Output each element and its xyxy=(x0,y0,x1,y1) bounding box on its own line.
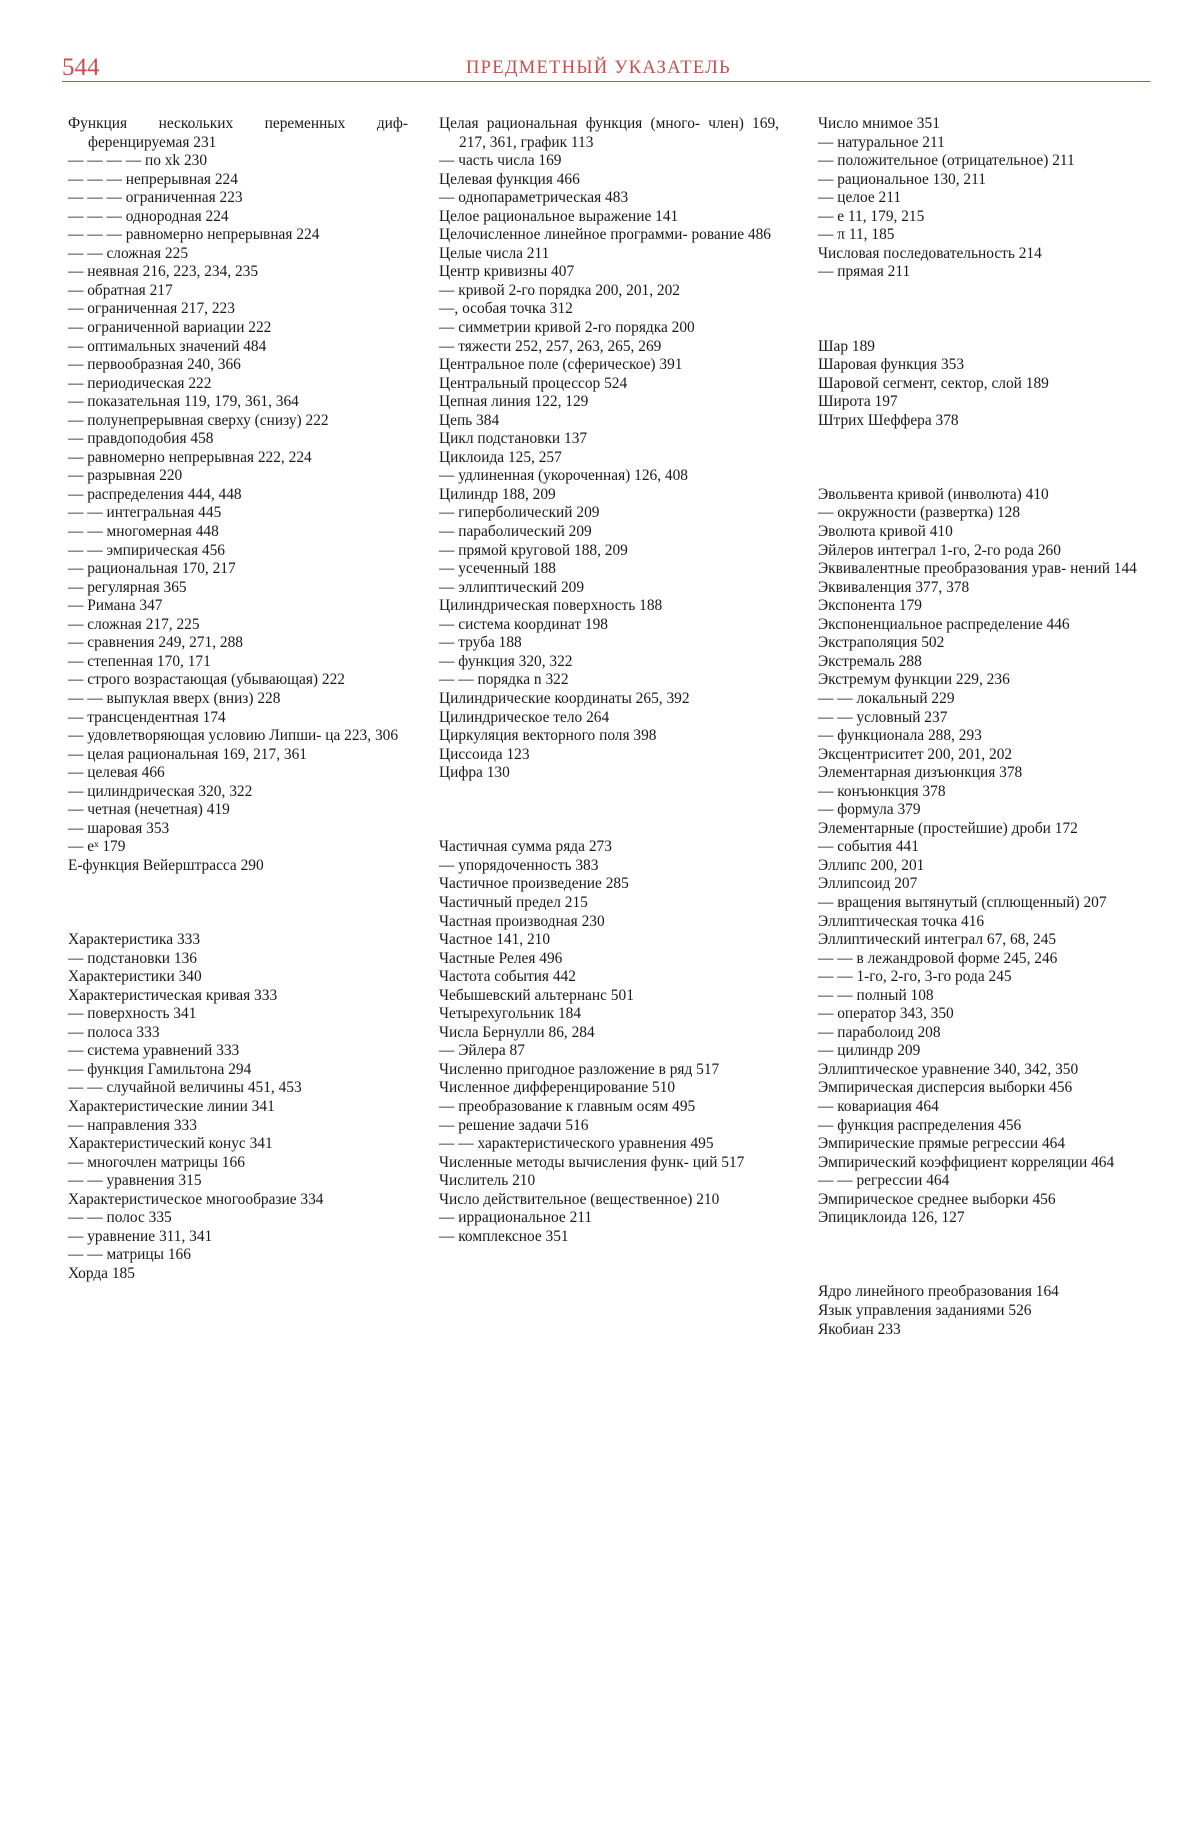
index-entry: — неявная 216, 223, 234, 235 xyxy=(68,263,259,281)
index-entry: — параболический 209 xyxy=(439,523,592,541)
index-entry: — обратная 217 xyxy=(68,281,173,299)
index-entry: Частичное произведение 285 xyxy=(439,875,629,893)
index-entry: Эллипс 200, 201 xyxy=(818,856,925,874)
index-entry: Экстраполяция 502 xyxy=(818,634,945,652)
index-entry: Функция нескольких переменных диф- ференцируемая 231 xyxy=(68,115,412,151)
index-entry: Эмпирическое среднее выборки 456 xyxy=(818,1190,1056,1208)
index-column-1 xyxy=(68,115,412,1283)
index-entry: Характеристическая кривая 333 xyxy=(68,986,278,1004)
index-entry: — первообразная 240, 366 xyxy=(68,356,241,374)
index-entry: Центральный процессор 524 xyxy=(439,374,628,392)
index-entry: — оптимальных значений 484 xyxy=(68,337,267,355)
index-entry: — — полный 108 xyxy=(818,986,934,1004)
index-entry: Эксцентриситет 200, 201, 202 xyxy=(818,745,1013,763)
index-entry: Шаровая функция 353 xyxy=(818,356,965,374)
index-entry: — прямая 211 xyxy=(818,263,911,281)
index-entry: Число мнимое 351 xyxy=(818,115,940,132)
index-entry: — показательная 119, 179, 361, 364 xyxy=(68,393,299,411)
index-entry: — труба 188 xyxy=(439,634,522,652)
index-entry: — шаровая 353 xyxy=(68,819,170,837)
index-entry: — — регрессии 464 xyxy=(818,1172,950,1190)
index-entry: — трансцендентная 174 xyxy=(68,708,226,726)
index-entry: — кривой 2-го порядка 200, 201, 202 xyxy=(439,281,680,299)
index-entry: — — полос 335 xyxy=(68,1209,172,1227)
section-gap xyxy=(68,875,408,931)
page-number: 544 xyxy=(62,54,100,81)
index-entry: — целое 211 xyxy=(818,189,902,207)
index-entry: — тяжести 252, 257, 263, 265, 269 xyxy=(439,337,662,355)
index-entry: — усеченный 188 xyxy=(439,560,556,578)
index-entry: — функция 320, 322 xyxy=(439,652,573,670)
index-entry: Экспонента 179 xyxy=(818,597,922,615)
index-entry: — подстановки 136 xyxy=(68,949,197,967)
index-entry: — — — ограниченная 223 xyxy=(68,189,243,207)
index-entry: Частное 141, 210 xyxy=(439,931,551,949)
index-entry: — симметрии кривой 2-го порядка 200 xyxy=(439,319,695,337)
index-entry: — окружности (развертка) 128 xyxy=(818,504,1021,522)
index-entry: — — случайной величины 451, 453 xyxy=(68,1079,302,1097)
index-entry: Целевая функция 466 xyxy=(439,170,580,188)
index-entry: Эквиваленция 377, 378 xyxy=(818,578,970,596)
index-entry: Цепь 384 xyxy=(439,411,500,429)
index-entry: Хорда 185 xyxy=(68,1264,135,1282)
index-entry: — вращения вытянутый (сплющенный) 207 xyxy=(818,893,1107,911)
index-entry: Цилиндрическая поверхность 188 xyxy=(439,597,663,615)
index-entry: — — матрицы 166 xyxy=(68,1246,191,1264)
index-entry: — положительное (отрицательное) 211 xyxy=(818,152,1075,170)
index-entry: — однопараметрическая 483 xyxy=(439,189,629,207)
index-entry: Характеристики 340 xyxy=(68,968,202,986)
index-entry: — Римана 347 xyxy=(68,597,163,615)
index-entry: Эволюта кривой 410 xyxy=(818,523,953,541)
index-entry: — прямой круговой 188, 209 xyxy=(439,541,628,559)
index-entry: Цилиндр 188, 209 xyxy=(439,485,556,503)
index-entry: — цилиндр 209 xyxy=(818,1042,921,1060)
index-entry: Частичная сумма ряда 273 xyxy=(439,838,612,856)
index-entry: — Эйлера 87 xyxy=(439,1042,525,1060)
index-entry: Численное дифференцирование 510 xyxy=(439,1079,676,1097)
index-entry: E-функция Вейерштрасса 290 xyxy=(68,856,264,874)
index-entry: Эквивалентные преобразования урав- нений 144 xyxy=(818,560,1137,578)
index-entry: — ковариация 464 xyxy=(818,1097,939,1115)
index-entry: — многочлен матрицы 166 xyxy=(68,1153,245,1171)
index-entry: — распределения 444, 448 xyxy=(68,485,242,503)
index-entry: — сложная 217, 225 xyxy=(68,615,200,633)
index-entry: — рациональное 130, 211 xyxy=(818,170,986,188)
index-entry: — система координат 198 xyxy=(439,615,608,633)
header-rule xyxy=(62,81,1150,82)
index-entry: Экстремаль 288 xyxy=(818,652,922,670)
index-entry: — — — непрерывная 224 xyxy=(68,170,238,188)
index-entry: — — — однородная 224 xyxy=(68,207,229,225)
index-entry: — цилиндрическая 320, 322 xyxy=(68,782,253,800)
index-entry: Широта 197 xyxy=(818,393,898,411)
index-entry: Чебышевский альтернанс 501 xyxy=(439,986,634,1004)
index-entry: Циркуляция векторного поля 398 xyxy=(439,727,657,745)
index-entry: — полунепрерывная сверху (снизу) 222 xyxy=(68,411,329,429)
index-entry: Эллиптическая точка 416 xyxy=(818,912,985,930)
index-entry: — — — — по xk 230 xyxy=(68,152,208,170)
index-entry: — функция Гамильтона 294 xyxy=(68,1060,252,1078)
index-entry: Эйлеров интеграл 1-го, 2-го рода 260 xyxy=(818,541,1061,559)
index-entry: — — локальный 229 xyxy=(818,689,955,707)
index-entry: Эмпирические прямые регрессии 464 xyxy=(818,1135,1066,1153)
index-column-2 xyxy=(439,115,783,1246)
index-entry: Эпициклоида 126, 127 xyxy=(818,1209,965,1227)
index-entry: Целые числа 211 xyxy=(439,244,550,262)
index-entry: — сравнения 249, 271, 288 xyxy=(68,634,243,652)
index-entry: — eˣ 179 xyxy=(68,838,126,856)
index-entry: — гиперболический 209 xyxy=(439,504,600,522)
index-entry: Четырехугольник 184 xyxy=(439,1005,582,1023)
index-entry: Числовая последовательность 214 xyxy=(818,244,1042,262)
index-entry: — — выпуклая вверх (вниз) 228 xyxy=(68,689,281,707)
index-entry: Цепная линия 122, 129 xyxy=(439,393,589,411)
index-entry: — степенная 170, 171 xyxy=(68,652,211,670)
index-entry: — направления 333 xyxy=(68,1116,197,1134)
index-entry: — — интегральная 445 xyxy=(68,504,222,522)
running-title: ПРЕДМЕТНЫЙ УКАЗАТЕЛЬ xyxy=(466,58,731,78)
index-entry: — π 11, 185 xyxy=(818,226,895,244)
index-entry: Эллиптическое уравнение 340, 342, 350 xyxy=(818,1060,1079,1078)
index-entry: — формула 379 xyxy=(818,801,921,819)
index-entry: — удлиненная (укороченная) 126, 408 xyxy=(439,467,689,485)
index-entry: — e 11, 179, 215 xyxy=(818,207,925,225)
index-column-3 xyxy=(818,115,1158,1339)
index-entry: Частичный предел 215 xyxy=(439,893,588,911)
index-entry: Цилиндрические координаты 265, 392 xyxy=(439,689,690,707)
index-entry: Эллипсоид 207 xyxy=(818,875,918,893)
index-entry: Цифра 130 xyxy=(439,764,510,782)
index-entry: Характеристические линии 341 xyxy=(68,1097,275,1115)
index-entry: — комплексное 351 xyxy=(439,1227,569,1245)
index-entry: Характеристика 333 xyxy=(68,931,201,949)
index-entry: — эллиптический 209 xyxy=(439,578,585,596)
index-entry: — — характеристического уравнения 495 xyxy=(439,1135,714,1153)
index-entry: Циссоида 123 xyxy=(439,745,530,763)
index-entry: — параболоид 208 xyxy=(818,1023,941,1041)
index-entry: — регулярная 365 xyxy=(68,578,187,596)
index-entry: — оператор 343, 350 xyxy=(818,1005,954,1023)
index-entry: Целочисленное линейное программи- рование 486 xyxy=(439,226,771,244)
index-entry: — натуральное 211 xyxy=(818,133,945,151)
index-entry: Циклоида 125, 257 xyxy=(439,448,562,466)
index-entry: Центральное поле (сферическое) 391 xyxy=(439,356,683,374)
index-entry: Ядро линейного преобразования 164 xyxy=(818,1283,1059,1301)
index-entry: — — — равномерно непрерывная 224 xyxy=(68,226,320,244)
index-entry: — — сложная 225 xyxy=(68,244,189,262)
index-entry: —, особая точка 312 xyxy=(439,300,573,318)
index-entry: Цикл подстановки 137 xyxy=(439,430,588,448)
index-entry: — — порядка n 322 xyxy=(439,671,569,689)
index-entry: — уравнение 311, 341 xyxy=(68,1227,213,1245)
index-entry: — система уравнений 333 xyxy=(68,1042,240,1060)
index-entry: Эмпирическая дисперсия выборки 456 xyxy=(818,1079,1073,1097)
index-entry: — полоса 333 xyxy=(68,1023,160,1041)
index-entry: Элементарная дизъюнкция 378 xyxy=(818,764,1023,782)
index-entry: — — условный 237 xyxy=(818,708,948,726)
index-entry: Характеристическое многообразие 334 xyxy=(68,1190,324,1208)
index-entry: — события 441 xyxy=(818,838,919,856)
index-entry: — — уравнения 315 xyxy=(68,1172,202,1190)
index-entry: Численно пригодное разложение в ряд 517 xyxy=(439,1060,720,1078)
index-entry: Шар 189 xyxy=(818,337,875,355)
index-entry: — конъюнкция 378 xyxy=(818,782,946,800)
index-entry: Экспоненциальное распределение 446 xyxy=(818,615,1070,633)
index-entry: Шаровой сегмент, сектор, слой 189 xyxy=(818,374,1049,392)
index-entry: Язык управления заданиями 526 xyxy=(818,1302,1032,1319)
index-entry: — удовлетворяющая условию Липши- ца 223, 306 xyxy=(68,727,399,745)
index-entry: — — многомерная 448 xyxy=(68,523,219,541)
index-entry: — часть числа 169 xyxy=(439,152,562,170)
index-entry: Эвольвента кривой (инволюта) 410 xyxy=(818,485,1049,503)
index-entry: Число действительное (вещественное) 210 xyxy=(439,1190,720,1208)
index-entry: Целое рациональное выражение 141 xyxy=(439,207,679,225)
index-entry: Числа Бернулли 86, 284 xyxy=(439,1023,595,1041)
index-entry: Элементарные (простейшие) дроби 172 xyxy=(818,819,1078,837)
index-entry: — функция распределения 456 xyxy=(818,1116,1022,1134)
index-entry: Центр кривизны 407 xyxy=(439,263,575,281)
index-entry: — целевая 466 xyxy=(68,764,165,782)
section-gap xyxy=(818,1228,1158,1284)
index-entry: — преобразование к главным осям 495 xyxy=(439,1097,696,1115)
section-gap xyxy=(818,282,1158,338)
index-entry: Штрих Шеффера 378 xyxy=(818,411,959,429)
index-entry: Частота события 442 xyxy=(439,968,576,986)
index-entry: Числитель 210 xyxy=(439,1172,536,1190)
index-entry: Частная производная 230 xyxy=(439,912,605,930)
index-entry: — упорядоченность 383 xyxy=(439,856,599,874)
index-entry: Цилиндрическое тело 264 xyxy=(439,708,610,726)
index-entry: Якобиан 233 xyxy=(818,1320,901,1338)
index-entry: — четная (нечетная) 419 xyxy=(68,801,230,819)
index-entry: — разрывная 220 xyxy=(68,467,183,485)
index-entry: — — 1-го, 2-го, 3-го рода 245 xyxy=(818,968,1012,986)
section-gap xyxy=(818,430,1158,486)
index-entry: Эмпирический коэффициент корреляции 464 xyxy=(818,1153,1115,1171)
index-entry: — строго возрастающая (убывающая) 222 xyxy=(68,671,345,689)
index-entry: Численные методы вычисления функ- ций 517 xyxy=(439,1153,745,1171)
index-entry: — ограниченной вариации 222 xyxy=(68,319,272,337)
index-entry: — рациональная 170, 217 xyxy=(68,560,236,578)
index-entry: Характеристический конус 341 xyxy=(68,1135,273,1153)
index-entry: — — в лежандровой форме 245, 246 xyxy=(818,949,1058,967)
index-entry: — функционала 288, 293 xyxy=(818,727,982,745)
index-entry: Эллиптический интеграл 67, 68, 245 xyxy=(818,931,1057,949)
section-gap xyxy=(439,783,779,839)
index-entry: — решение задачи 516 xyxy=(439,1116,589,1134)
index-entry: Частные Релея 496 xyxy=(439,949,563,967)
index-entry: — целая рациональная 169, 217, 361 xyxy=(68,745,307,763)
index-entry: — поверхность 341 xyxy=(68,1005,197,1023)
index-entry: — равномерно непрерывная 222, 224 xyxy=(68,448,312,466)
index-entry: Экстремум функции 229, 236 xyxy=(818,671,1010,689)
index-entry: — иррациональное 211 xyxy=(439,1209,593,1227)
index-entry: — ограниченная 217, 223 xyxy=(68,300,235,318)
index-entry: — периодическая 222 xyxy=(68,374,212,392)
index-entry: — правдоподобия 458 xyxy=(68,430,214,448)
index-entry: Целая рациональная функция (много- член) 169, 217, 361, график 113 xyxy=(439,115,783,151)
index-entry: — — эмпирическая 456 xyxy=(68,541,225,559)
